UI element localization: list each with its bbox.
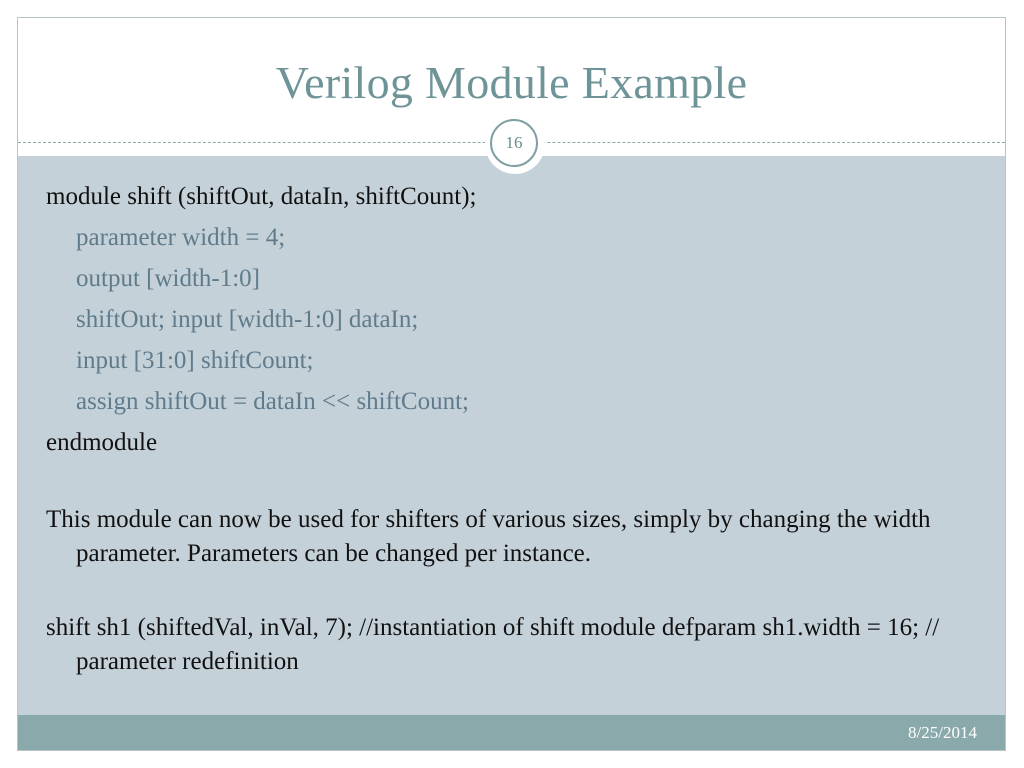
footer-bar [18,715,1005,751]
code-line: assign shiftOut = dataIn << shiftCount; [76,388,469,415]
slide-title: Verilog Module Example [275,57,748,108]
instantiation-paragraph: shift sh1 (shiftedVal, inVal, 7); //instantiation of shift module defparam sh1.width = 16; // parameter redefinition [46,614,940,675]
page-number-badge: 16 [490,119,538,167]
code-end-line: endmodule [46,429,158,456]
spacer [46,571,976,611]
code-line: shiftOut; input [width-1:0] dataIn; [76,306,419,333]
code-line: output [width-1:0] [76,265,261,292]
spacer [46,463,976,503]
description-paragraph: This module can now be used for shifters of various sizes, simply by changing the width parameter. Parameters can be changed per instance. [46,506,931,567]
code-line: input [31:0] shiftCount; [76,347,314,374]
code-module-line: module shift (shiftOut, dataIn, shiftCount); [46,183,477,210]
slide [17,17,1006,751]
slide-body [46,176,976,679]
slide-date: 8/25/2014 [908,723,977,742]
code-line: parameter width = 4; [76,224,286,251]
